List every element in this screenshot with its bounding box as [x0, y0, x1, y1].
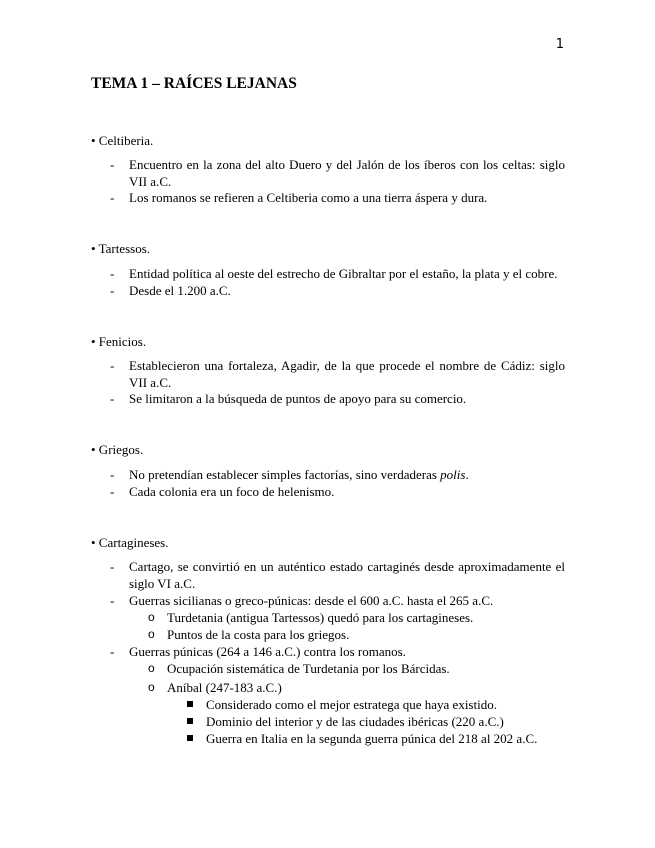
dash-bullet: -	[110, 484, 115, 499]
list-item-text: Cartago, se convirtió en un auténtico estado cartaginés desde aproximadamente el siglo VI a.C.	[129, 559, 565, 591]
dash-bullet: -	[110, 559, 115, 574]
square-bullet-icon	[187, 701, 193, 707]
page-number: 1	[555, 37, 564, 52]
dash-bullet: -	[110, 358, 115, 373]
dash-bullet: -	[110, 391, 115, 406]
section-heading-griegos: • Griegos.	[91, 442, 144, 457]
list-item	[110, 558, 565, 592]
list-item-text: Encuentro en la zona del alto Duero y del Jalón de los íberos con los celtas: siglo VII a.C.	[129, 157, 565, 189]
list-item	[110, 483, 565, 500]
list-item-text: Establecieron una fortaleza, Agadir, de la que procede el nombre de Cádiz: siglo VII a.C.	[129, 358, 565, 390]
section-heading-tartessos: • Tartessos.	[91, 241, 151, 256]
sub-sub-list-item-text: Dominio del interior y de las ciudades ibéricas (220 a.C.)	[206, 714, 504, 729]
sub-sub-list-item	[186, 730, 566, 747]
list-item-text: Los romanos se refieren a Celtiberia como a una tierra áspera y dura.	[129, 190, 488, 205]
square-bullet-icon	[187, 735, 193, 741]
sub-list-item	[148, 626, 565, 643]
list-item-text: Desde el 1.200 a.C.	[129, 283, 231, 298]
sub-list-item	[148, 609, 565, 626]
list-item	[110, 189, 565, 206]
sub-sub-list-item	[186, 696, 566, 713]
section-heading-celtiberia: • Celtiberia.	[91, 133, 154, 148]
sub-list-item-text: Ocupación sistemática de Turdetania por los Bárcidas.	[167, 661, 450, 676]
page-title: TEMA 1 – RAÍCES LEJANAS	[91, 75, 297, 92]
list-item-text: Entidad política al oeste del estrecho de Gibraltar por el estaño, la plata y el cobre.	[129, 266, 558, 281]
sub-list-item-text: Turdetania (antigua Tartessos) quedó para los cartagineses.	[167, 610, 474, 625]
circle-bullet: o	[148, 610, 155, 624]
list-item	[110, 357, 565, 391]
sub-list-item-text: Puntos de la costa para los griegos.	[167, 627, 350, 642]
text-segment: .	[465, 467, 469, 482]
list-item	[110, 643, 565, 660]
dash-bullet: -	[110, 593, 115, 608]
sub-list-item	[148, 660, 565, 677]
list-item	[110, 466, 565, 483]
list-item-text: Se limitaron a la búsqueda de puntos de apoyo para su comercio.	[129, 391, 467, 406]
circle-bullet: o	[148, 661, 155, 675]
list-item	[110, 282, 565, 299]
list-item	[110, 592, 565, 609]
dash-bullet: -	[110, 157, 115, 172]
sub-list-item	[148, 679, 565, 696]
dash-bullet: -	[110, 266, 115, 281]
list-item	[110, 156, 565, 190]
list-item-text: Guerras sicilianas o greco-púnicas: desde el 600 a.C. hasta el 265 a.C.	[129, 593, 494, 608]
sub-sub-list-item-text: Considerado como el mejor estratega que haya existido.	[206, 697, 497, 712]
list-item	[110, 390, 565, 407]
list-item	[110, 265, 565, 282]
circle-bullet: o	[148, 680, 155, 694]
text-segment: No pretendían establecer simples factorías, sino verdaderas	[129, 467, 441, 482]
dash-bullet: -	[110, 467, 115, 482]
dash-bullet: -	[110, 283, 115, 298]
sub-list-item-text: Aníbal (247-183 a.C.)	[167, 680, 282, 695]
square-bullet-icon	[187, 718, 193, 724]
italic-term-polis: polis	[440, 467, 466, 482]
circle-bullet: o	[148, 627, 155, 641]
sub-sub-list-item-text: Guerra en Italia en la segunda guerra púnica del 218 al 202 a.C.	[206, 731, 538, 746]
dash-bullet: -	[110, 190, 115, 205]
dash-bullet: -	[110, 644, 115, 659]
section-heading-cartagineses: • Cartagineses.	[91, 535, 169, 550]
section-heading-fenicios: • Fenicios.	[91, 334, 147, 349]
sub-sub-list-item	[186, 713, 566, 730]
list-item-text: Cada colonia era un foco de helenismo.	[129, 484, 335, 499]
list-item-text	[129, 466, 565, 483]
list-item-text: Guerras púnicas (264 a 146 a.C.) contra los romanos.	[129, 644, 406, 659]
